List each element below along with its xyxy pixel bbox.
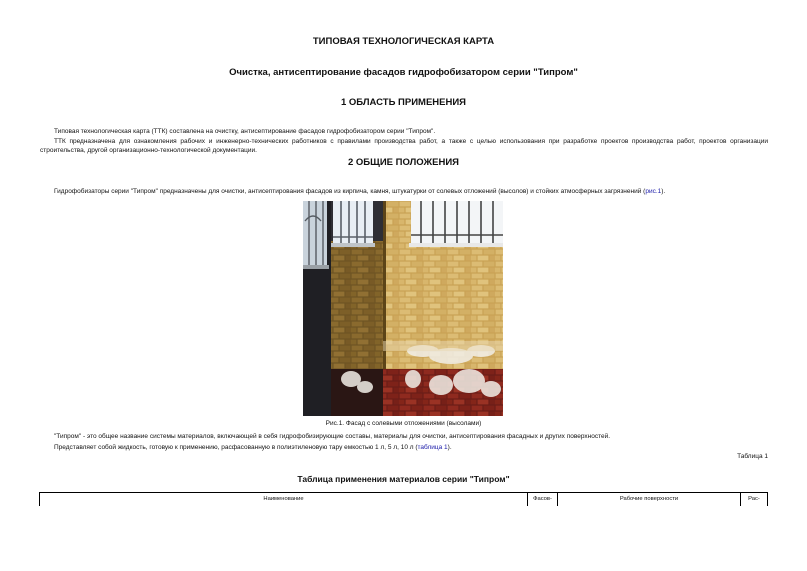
section-1-paragraph-2: ТТК предназначена для ознакомления рабочих и инженерно-технических работников с правилами производства работ, а также с целью использования при разработке проектов производства работ, проектов организации строительства, другой организационно-технологической документации. xyxy=(40,138,768,154)
table-number: Таблица 1 xyxy=(737,453,768,460)
table-header-consumption: Рас- xyxy=(748,496,760,502)
table-1-link[interactable]: таблица 1 xyxy=(417,444,448,451)
section-1-heading: 1 ОБЛАСТЬ ПРИМЕНЕНИЯ xyxy=(340,97,467,108)
section-2-paragraph-1 xyxy=(54,187,665,196)
figure-1-link[interactable]: рис.1 xyxy=(645,188,662,195)
section-2-heading: 2 ОБЩИЕ ПОЛОЖЕНИЯ xyxy=(348,157,459,168)
paragraph-text-end: ). xyxy=(661,188,666,195)
paragraph-text: Представляет собой жидкость, готовую к применению, расфасованную в полиэтиленовую тару емкостью 1 л, 5 л, 10 л ( xyxy=(54,444,418,451)
document-subtitle: Очистка, антисептирование фасадов гидрофобизатором серии "Типром" xyxy=(229,67,578,78)
section-2-paragraph-2: "Типром" - это общее название системы материалов, включающей в себя гидрофобизирующие составы, материалы для очистки, антисептирования фасадных и других поверхностей. xyxy=(54,433,611,440)
paragraph-text: Гидрофобизаторы серии "Типром" предназначены для очистки, антисептирования фасадов из кирпича, камня, штукатурки от солевых отложений (высолов) и стойких атмосферных загрязнений ( xyxy=(54,188,646,195)
section-2-paragraph-3 xyxy=(54,443,452,452)
section-1-paragraph-1: Типовая технологическая карта (ТТК) составлена на очистку, антисептирование фасадов гидрофобизатором серии "Типром". xyxy=(54,128,436,135)
table-title: Таблица применения материалов серии "Типром" xyxy=(297,474,510,484)
table-header-name: Наименование xyxy=(40,493,528,506)
paragraph-text-end: ). xyxy=(447,444,452,451)
document-title: ТИПОВАЯ ТЕХНОЛОГИЧЕСКАЯ КАРТА xyxy=(312,36,495,47)
figure-caption: Рис.1. Фасад с солевыми отложениями (высолами) xyxy=(325,420,482,427)
table-header-surfaces: Рабочие поверхности xyxy=(558,493,741,506)
facade-photo xyxy=(303,201,503,416)
table-header-packaging: Фасов- xyxy=(528,493,558,506)
materials-table-header xyxy=(39,492,768,506)
